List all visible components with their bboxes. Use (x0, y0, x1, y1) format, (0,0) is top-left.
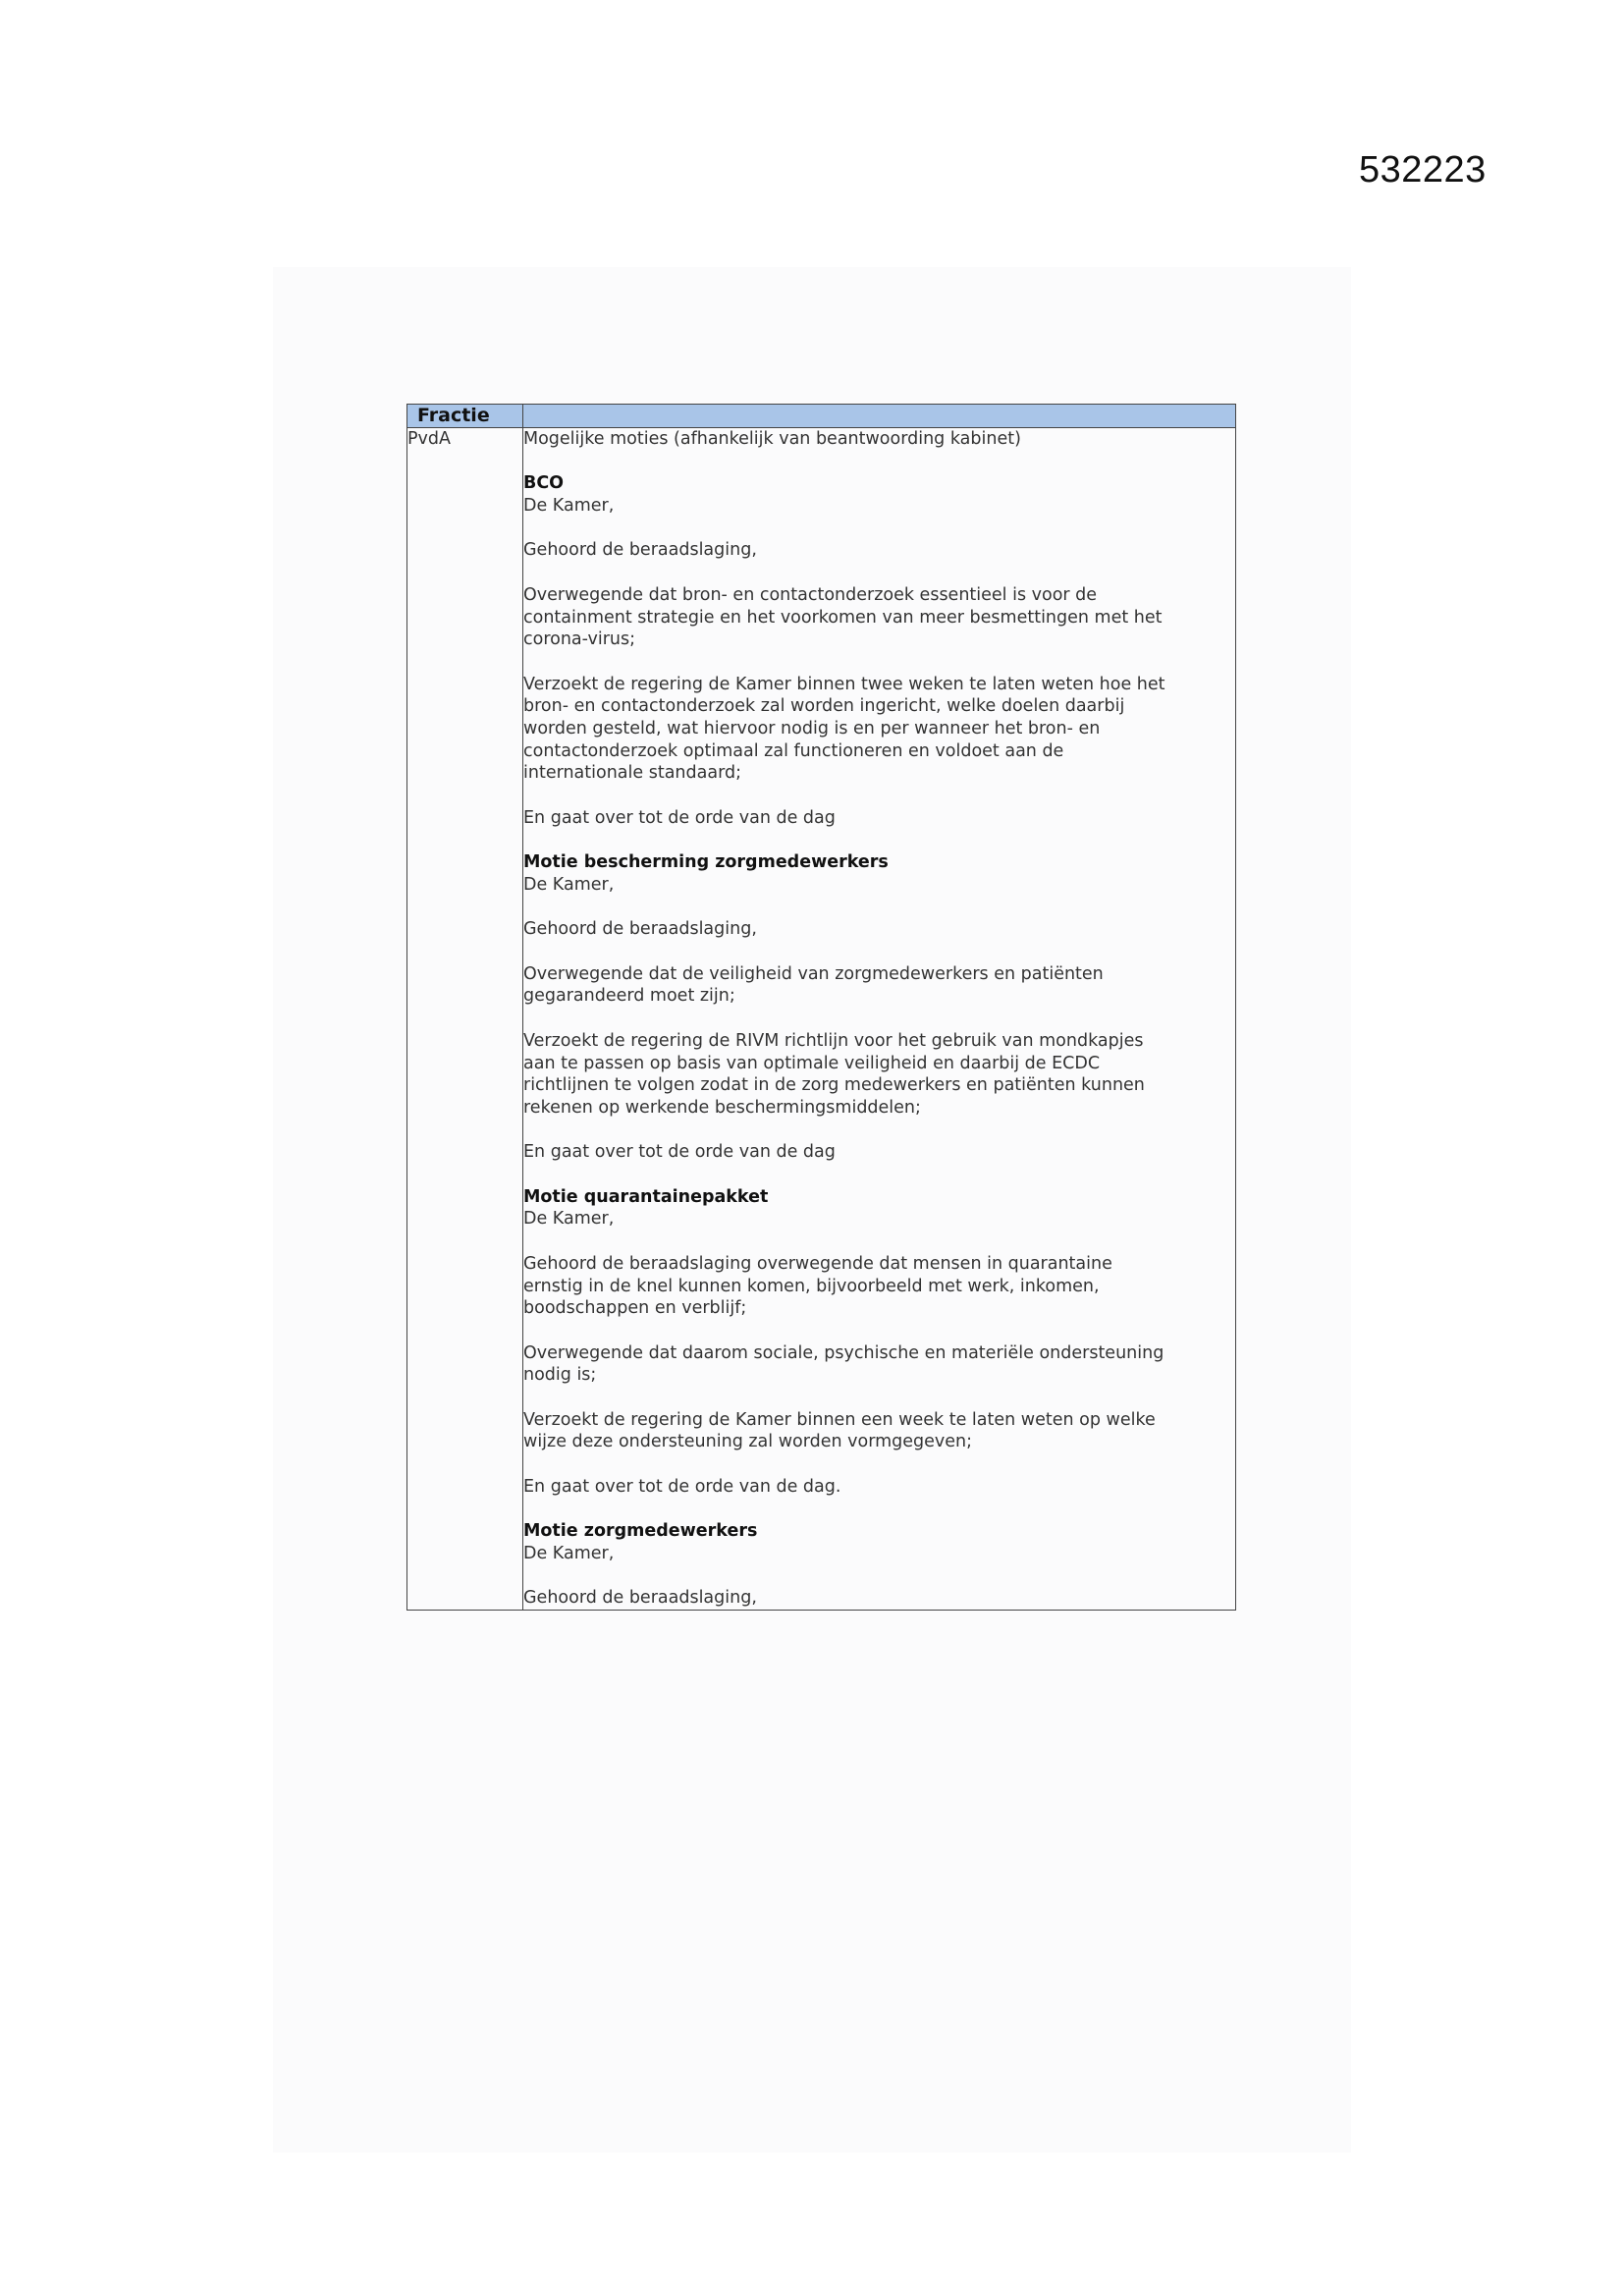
paragraph-gap (523, 785, 1235, 807)
text-line: Overwegende dat daarom sociale, psychische en materiële ondersteuning (523, 1342, 1164, 1363)
paragraph-gap (523, 941, 1235, 963)
table-header-row (407, 405, 1236, 428)
text-line: De Kamer, (523, 874, 615, 895)
paragraph-gap (523, 1387, 1235, 1409)
motions-content-cell (523, 428, 1236, 1611)
header-cell-empty (523, 405, 1236, 428)
text-line: ernstig in de knel kunnen komen, bijvoorbeeld met werk, inkomen, (523, 1276, 1100, 1296)
text-line: wijze deze ondersteuning zal worden vormgegeven; (523, 1432, 972, 1452)
text-line: Gehoord de beraadslaging, (523, 540, 757, 561)
paragraph-gap (523, 1320, 1235, 1342)
text-line: Verzoekt de regering de Kamer binnen een week te laten weten op welke (523, 1409, 1156, 1430)
text-line: De Kamer, (523, 496, 615, 517)
text-line: worden gesteld, wat hiervoor nodig is en per wanneer het bron- en (523, 719, 1101, 739)
party-cell (407, 428, 523, 1611)
paragraph-gap (523, 897, 1235, 919)
motion-heading: BCO (523, 473, 565, 494)
paragraph-gap (523, 1008, 1235, 1030)
text-line: De Kamer, (523, 1209, 615, 1230)
text-line: aan te passen op basis van optimale veiligheid en daarbij de ECDC (523, 1053, 1101, 1073)
paragraph-gap (523, 1453, 1235, 1476)
text-line: De Kamer, (523, 1543, 615, 1563)
motions-table (406, 404, 1236, 1611)
text-line: En gaat over tot de orde van de dag (523, 1142, 836, 1163)
document-number: 532223 (1359, 149, 1487, 191)
text-line: En gaat over tot de orde van de dag (523, 807, 836, 828)
motion-heading: Motie quarantainepakket (523, 1186, 769, 1207)
header-cell-fractie (407, 405, 523, 428)
text-line: nodig is; (523, 1365, 597, 1386)
paragraph-gap (523, 651, 1235, 674)
text-line: richtlijnen te volgen zodat in de zorg medewerkers en patiënten kunnen (523, 1075, 1145, 1096)
motion-heading: Motie bescherming zorgmedewerkers (523, 852, 889, 873)
motion-heading: Motie zorgmedewerkers (523, 1521, 758, 1542)
paragraph-gap (523, 1230, 1235, 1253)
text-line: boodschappen en verblijf; (523, 1298, 747, 1319)
paragraph-gap (523, 451, 1235, 473)
paragraph-gap (523, 562, 1235, 584)
text-line: Gehoord de beraadslaging, (523, 1588, 757, 1609)
paragraph-gap (523, 1164, 1235, 1186)
text-line: internationale standaard; (523, 763, 741, 784)
text-line: Mogelijke moties (afhankelijk van beantwoording kabinet) (523, 429, 1021, 449)
header-label-fractie: Fractie (417, 405, 490, 426)
table-row (407, 428, 1236, 1611)
text-line: Overwegende dat de veiligheid van zorgmedewerkers en patiënten (523, 963, 1104, 984)
text-line: bron- en contactonderzoek zal worden ingericht, welke doelen daarbij (523, 696, 1125, 717)
text-line: Verzoekt de regering de Kamer binnen twee weken te laten weten hoe het (523, 674, 1165, 694)
text-line: Overwegende dat bron- en contactonderzoek essentieel is voor de (523, 584, 1098, 605)
party-label: PvdA (407, 429, 451, 449)
paragraph-gap (523, 1120, 1235, 1142)
paragraph-gap (523, 1499, 1235, 1521)
text-line: contactonderzoek optimaal zal functioneren en voldoet aan de (523, 740, 1064, 761)
text-line: rekenen op werkende beschermingsmiddelen; (523, 1097, 921, 1118)
text-line: En gaat over tot de orde van de dag. (523, 1476, 841, 1497)
text-line: containment strategie en het voorkomen van meer besmettingen met het (523, 607, 1163, 628)
text-line: Gehoord de beraadslaging, (523, 919, 757, 940)
text-line: Verzoekt de regering de RIVM richtlijn voor het gebruik van mondkapjes (523, 1030, 1144, 1051)
paragraph-gap (523, 518, 1235, 540)
paragraph-gap (523, 1565, 1235, 1588)
paragraph-gap (523, 830, 1235, 852)
text-line: corona-virus; (523, 629, 636, 650)
text-line: gegarandeerd moet zijn; (523, 986, 735, 1007)
text-line: Gehoord de beraadslaging overwegende dat mensen in quarantaine (523, 1253, 1112, 1274)
